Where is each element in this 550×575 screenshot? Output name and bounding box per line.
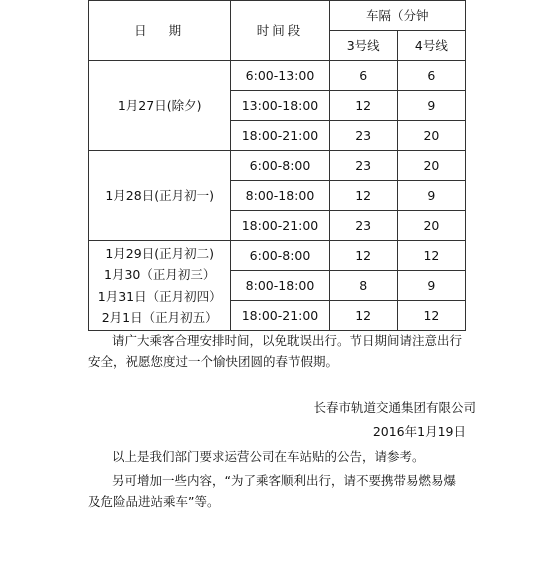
line4-cell: 12 — [397, 301, 465, 331]
date-cell — [89, 61, 231, 151]
header-line3: 3号线 — [329, 31, 397, 61]
header-date: 日期 — [89, 1, 231, 61]
line3-cell: 8 — [329, 271, 397, 301]
line3-cell: 6 — [329, 61, 397, 91]
note-paragraph: 以上是我们部门要求运营公司在车站贴的公告，请参考。 — [112, 449, 425, 464]
line4-cell: 20 — [397, 151, 465, 181]
date-label: 1月31日（正月初四） — [97, 288, 222, 304]
line4-cell: 12 — [397, 241, 465, 271]
line4-cell: 9 — [397, 181, 465, 211]
header-interval: 车隔（分钟 — [329, 1, 465, 31]
line4-cell: 20 — [397, 121, 465, 151]
line4-cell: 9 — [397, 271, 465, 301]
time-cell: 8:00-18:00 — [231, 271, 329, 301]
date-label: 2月1日（正月初五） — [101, 310, 218, 325]
time-cell: 6:00-8:00 — [231, 151, 329, 181]
time-cell: 18:00-21:00 — [231, 301, 329, 331]
date-cell — [89, 151, 231, 241]
table-row — [89, 61, 466, 91]
signature-date: 2016年1月19日 — [372, 424, 466, 439]
time-cell: 6:00-8:00 — [231, 241, 329, 271]
table-header-row — [89, 1, 466, 31]
time-cell: 18:00-21:00 — [231, 211, 329, 241]
line4-cell: 9 — [397, 91, 465, 121]
time-cell: 6:00-13:00 — [231, 61, 329, 91]
line3-cell: 12 — [329, 91, 397, 121]
line3-cell: 23 — [329, 121, 397, 151]
note-paragraph: 另可增加一些内容，“为了乘客顺利出行，请不要携带易燃易爆及危险品进站乘车”等。 — [88, 473, 456, 509]
table-row — [89, 241, 466, 271]
date-label: 1月30（正月初三） — [104, 267, 216, 282]
time-cell: 8:00-18:00 — [231, 181, 329, 211]
date-cell — [89, 241, 231, 331]
table-row — [89, 151, 466, 181]
line3-cell: 12 — [329, 241, 397, 271]
date-label: 1月27日(除夕) — [117, 97, 202, 113]
header-line4: 4号线 — [397, 31, 465, 61]
line4-cell: 20 — [397, 211, 465, 241]
line3-cell: 12 — [329, 181, 397, 211]
line3-cell: 23 — [329, 211, 397, 241]
header-time-period: 时间段 — [231, 1, 329, 61]
date-label: 1月29日(正月初二) — [105, 245, 214, 261]
signature-company: 长春市轨道交通集团有限公司 — [313, 400, 476, 415]
date-label: 1月28日(正月初一) — [105, 187, 214, 203]
time-cell: 18:00-21:00 — [231, 121, 329, 151]
holiday-schedule-table — [88, 0, 466, 331]
line3-cell: 23 — [329, 151, 397, 181]
line4-cell: 6 — [397, 61, 465, 91]
line3-cell: 12 — [329, 301, 397, 331]
time-cell: 13:00-18:00 — [231, 91, 329, 121]
notice-paragraph: 请广大乘客合理安排时间，以免耽误出行。节日期间请注意出行安全，祝愿您度过一个愉快团圆的春节假期。 — [88, 333, 463, 369]
